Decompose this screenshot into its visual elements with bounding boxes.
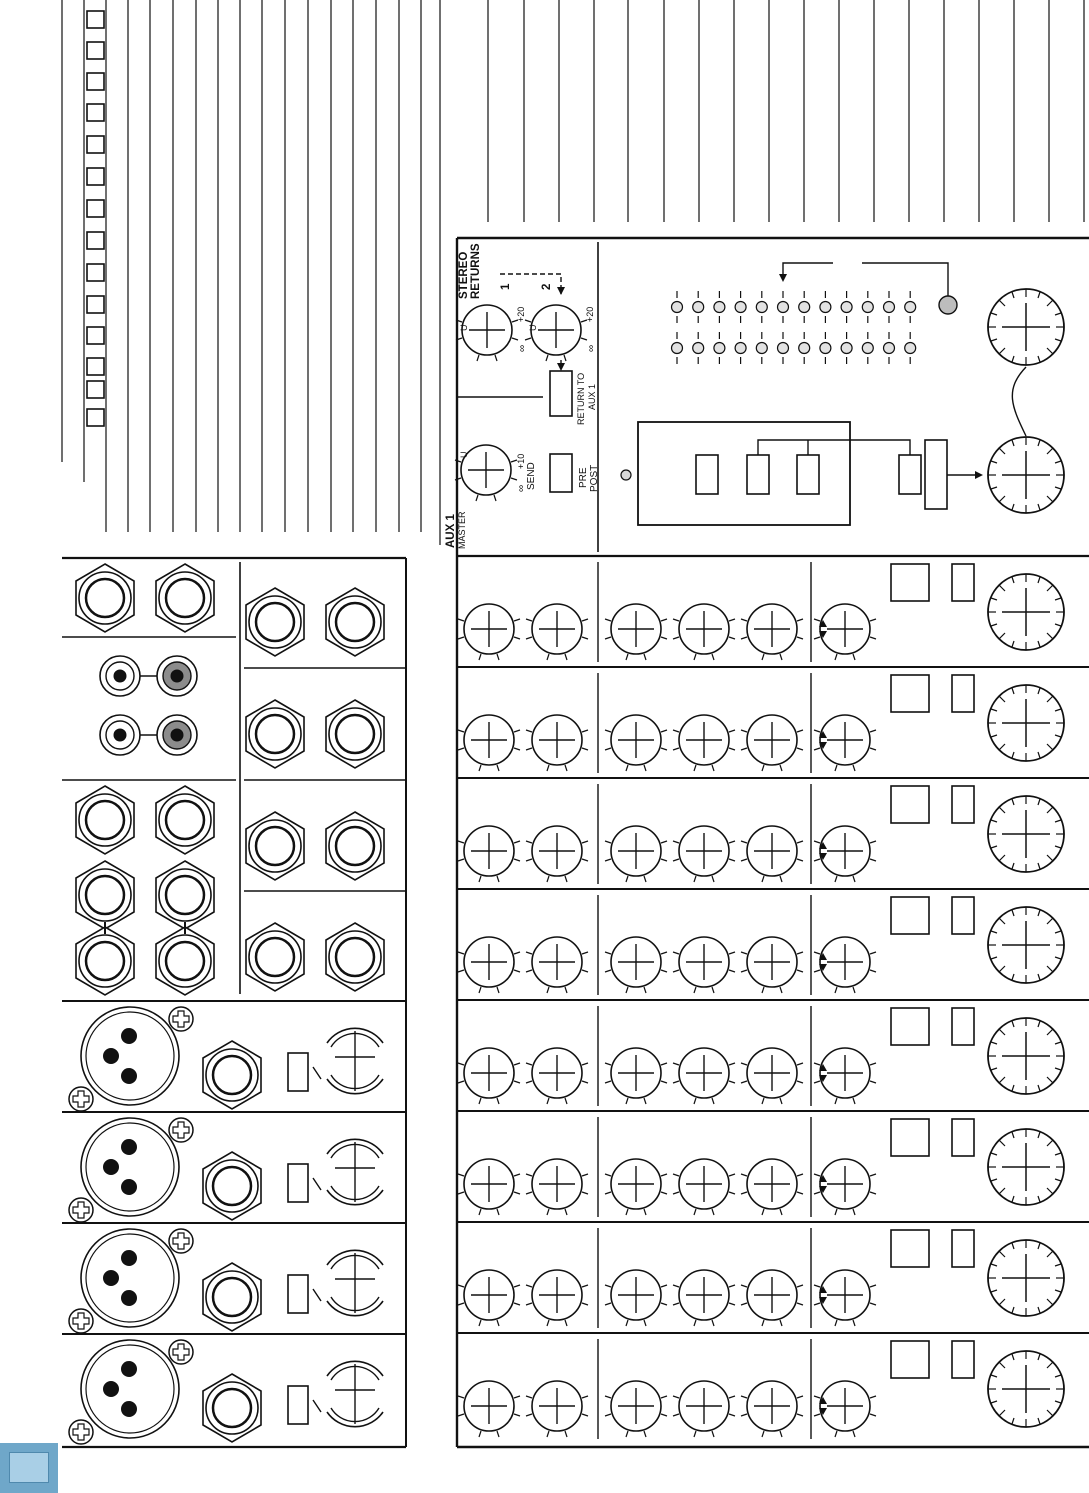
channel-knob — [605, 1381, 667, 1437]
channel-knob — [458, 937, 520, 993]
meter-led — [693, 291, 704, 323]
channel-knob — [741, 937, 803, 993]
return-to-label: RETURN TO — [576, 372, 586, 425]
channel-knob — [673, 604, 735, 660]
aux-knob-min: ∞ — [516, 484, 527, 492]
solo-button — [952, 897, 974, 934]
screw-icon — [169, 1007, 193, 1031]
stereo-returns-title: STEREO — [458, 251, 470, 299]
channel-strip — [457, 1333, 1089, 1439]
channel-knob — [526, 1381, 588, 1437]
return-2-number: 2 — [541, 283, 553, 290]
channel-knob — [458, 1270, 520, 1326]
channel-knob — [741, 715, 803, 771]
return-1-min: ∞ — [517, 344, 528, 352]
screw-icon — [69, 1198, 93, 1222]
screw-icon — [169, 1340, 193, 1364]
channel-knob — [458, 1048, 520, 1104]
meter-led — [714, 291, 725, 323]
mic-input-row — [69, 1340, 383, 1444]
channel-strip — [457, 1222, 1089, 1328]
screw-icon — [69, 1420, 93, 1444]
channel-knob — [605, 1048, 667, 1104]
solo-button — [952, 1230, 974, 1267]
channel-knob — [741, 1270, 803, 1326]
line-input-jack — [203, 1152, 261, 1220]
screw-icon — [69, 1309, 93, 1333]
channel-level-knob — [988, 574, 1064, 650]
mic-input-rows — [69, 1007, 383, 1444]
meter-led — [820, 291, 831, 323]
meter-led — [714, 332, 725, 364]
meter-led — [884, 291, 895, 323]
meter-led — [862, 332, 873, 364]
channel-knob — [605, 604, 667, 660]
return-1-unity: U — [459, 324, 469, 331]
writing-stripes-left — [62, 0, 440, 545]
channel-strip — [457, 778, 1089, 884]
channel-level-knob — [988, 907, 1064, 983]
return-to-aux-label: AUX 1 — [587, 383, 597, 410]
return-2-unity: U — [528, 324, 538, 331]
meter-led — [841, 332, 852, 364]
aux-led — [621, 470, 631, 480]
mic-input-row — [69, 1229, 383, 1333]
line-input-jack — [203, 1041, 261, 1109]
channel-knob — [526, 1048, 588, 1104]
channel-strip — [457, 889, 1089, 995]
channel-knob — [673, 937, 735, 993]
channel-knob — [673, 715, 735, 771]
page-corner-tab-inner — [9, 1452, 49, 1483]
channel-knob — [741, 604, 803, 660]
screw-icon — [69, 1087, 93, 1111]
channel-knob — [526, 1159, 588, 1215]
mute-button — [891, 1341, 929, 1378]
channel-knob — [673, 1048, 735, 1104]
solo-button — [952, 786, 974, 823]
meter-led — [799, 332, 810, 364]
channel-level-knob — [988, 1351, 1064, 1427]
screw-icon — [169, 1118, 193, 1142]
channel-knob — [673, 1159, 735, 1215]
channel-strips — [457, 562, 1089, 1439]
stereo-returns-subtitle: RETURNS — [470, 243, 482, 299]
aux-master-subtitle: MASTER — [457, 511, 467, 549]
meter-led — [672, 332, 683, 364]
mute-button — [891, 786, 929, 823]
channel-level-knob — [988, 685, 1064, 761]
aux-master-section — [455, 445, 631, 501]
channel-knob — [605, 715, 667, 771]
pre-post-switch — [550, 454, 572, 492]
meter-led — [799, 291, 810, 323]
meter-led — [735, 291, 746, 323]
phantom-switch — [288, 1275, 308, 1313]
meter-led — [756, 291, 767, 323]
mode-switch-box — [638, 422, 975, 525]
mic-input-row — [69, 1118, 383, 1222]
channel-knob — [458, 1381, 520, 1437]
channel-knob — [458, 604, 520, 660]
solo-button — [952, 1341, 974, 1378]
meter-led — [905, 332, 916, 364]
channel-knob — [673, 1270, 735, 1326]
channel-knob — [741, 1159, 803, 1215]
channel-knob — [741, 1048, 803, 1104]
phantom-switch — [288, 1053, 308, 1091]
meter-led — [693, 332, 704, 364]
meter-led — [756, 332, 767, 364]
channel-knob — [605, 826, 667, 882]
phantom-switch — [288, 1164, 308, 1202]
meter-led — [672, 291, 683, 323]
meter-led — [820, 332, 831, 364]
arrow-icon — [975, 471, 983, 479]
channel-knob — [741, 826, 803, 882]
channel-knob — [526, 826, 588, 882]
page-corner-tab — [0, 1443, 58, 1493]
meter-led — [735, 332, 746, 364]
meter-led — [778, 291, 789, 323]
channel-knob — [458, 826, 520, 882]
channel-knob — [458, 1159, 520, 1215]
power-led — [939, 296, 957, 314]
line-input-jack — [203, 1263, 261, 1331]
meter-led — [841, 291, 852, 323]
solo-button — [952, 1119, 974, 1156]
mute-button — [891, 675, 929, 712]
channel-level-knob — [988, 1129, 1064, 1205]
channel-knob — [526, 604, 588, 660]
channel-level-knob — [988, 796, 1064, 872]
rca-jacks — [100, 656, 197, 755]
return-to-aux-switch — [550, 371, 572, 416]
arrow-icon — [779, 274, 787, 282]
return-1-max: +20 — [516, 306, 526, 322]
mute-button — [891, 1008, 929, 1045]
channel-knob — [605, 1270, 667, 1326]
send-label: SEND — [526, 462, 537, 490]
channel-level-knob — [988, 1018, 1064, 1094]
mute-button — [891, 1230, 929, 1267]
post-label: POST — [589, 464, 600, 492]
master-knobs — [988, 289, 1064, 513]
mute-button — [891, 564, 929, 601]
meter-led — [884, 332, 895, 364]
channel-knob — [673, 1381, 735, 1437]
routing-checkboxes — [87, 11, 104, 426]
meter-led — [778, 332, 789, 364]
channel-knob — [458, 715, 520, 771]
channel-knob — [526, 1270, 588, 1326]
channel-knob — [605, 1159, 667, 1215]
writing-stripes-right — [488, 0, 1084, 222]
line-input-jack — [203, 1374, 261, 1442]
level-meter — [672, 291, 916, 364]
return-2-min: ∞ — [586, 344, 597, 352]
channel-knob — [741, 1381, 803, 1437]
aux-master-title: AUX 1 — [445, 514, 457, 548]
mute-button — [891, 897, 929, 934]
channel-strip — [457, 667, 1089, 773]
channel-knob — [605, 937, 667, 993]
solo-button — [952, 675, 974, 712]
channel-knob — [526, 937, 588, 993]
phantom-switch — [288, 1386, 308, 1424]
channel-knob — [673, 826, 735, 882]
channel-strip — [457, 1000, 1089, 1106]
channel-level-knob — [988, 1240, 1064, 1316]
meter-bracket — [783, 263, 948, 296]
channel-strip — [458, 562, 1064, 662]
mic-input-row — [69, 1007, 383, 1111]
solo-button — [952, 1008, 974, 1045]
channel-knob — [526, 715, 588, 771]
pre-label: PRE — [578, 467, 589, 488]
aux-knob-max: +10 — [516, 453, 526, 469]
solo-button — [952, 564, 974, 601]
mute-button — [891, 1119, 929, 1156]
channel-strip — [457, 1111, 1089, 1217]
insert-jack-links — [105, 922, 185, 934]
aux-knob-unity: U — [459, 451, 469, 458]
meter-led — [862, 291, 873, 323]
return-1-number: 1 — [500, 283, 512, 290]
return-2-max: +20 — [585, 306, 595, 322]
meter-led — [905, 291, 916, 323]
screw-icon — [169, 1229, 193, 1253]
